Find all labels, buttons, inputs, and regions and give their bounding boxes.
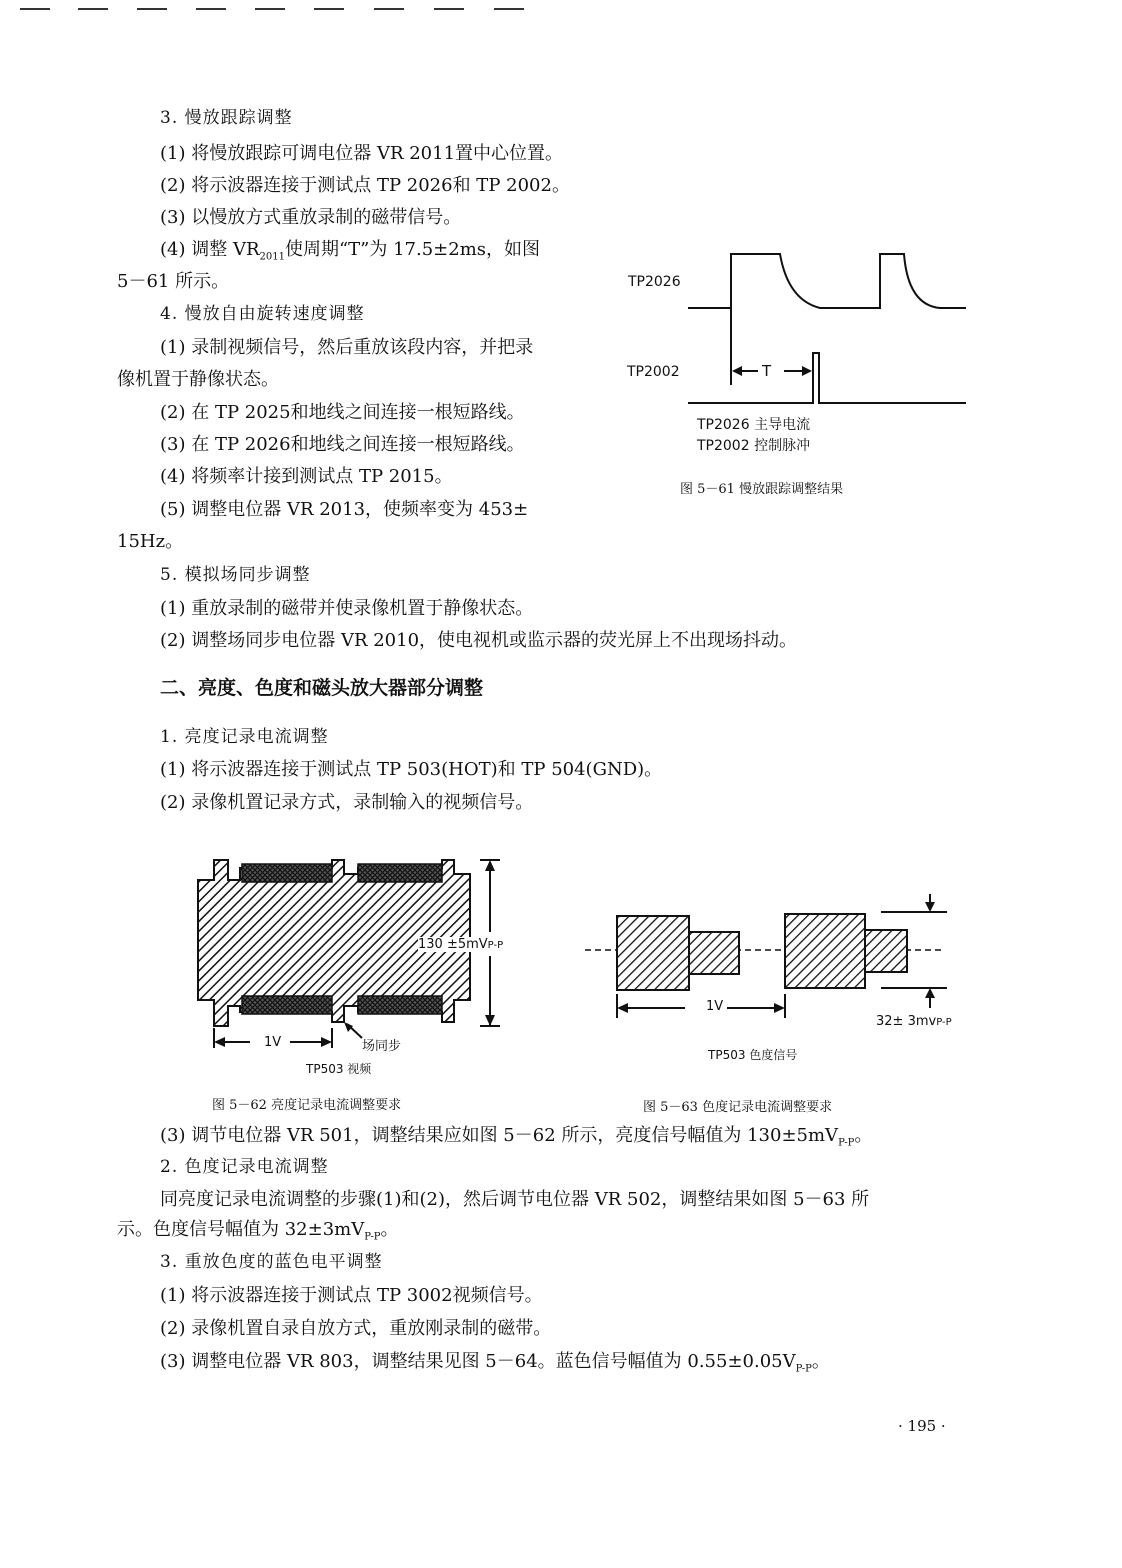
paragraph: (1) 将示波器连接于测试点 TP 3002视频信号。 — [160, 1285, 543, 1306]
heading-field-sync: 5. 模拟场同步调整 — [160, 565, 311, 585]
paragraph: 15Hz。 — [117, 531, 184, 552]
paragraph: (4) 调整 $VR_{2011}$使周期“T”为 17.5±2ms，如图 — [160, 239, 541, 263]
luma-amplitude-label: 130 ±5mVP-P — [418, 937, 504, 952]
paragraph: (3) 调节电位器 VR 501，调整结果应如图 5－62 所示，亮度信号幅值为 $130\pm 5mV_{P-P}$。 — [160, 1125, 873, 1149]
heading-blue-level: 3. 重放色度的蓝色电平调整 — [160, 1252, 383, 1272]
section-heading: 二、亮度、色度和磁头放大器部分调整 — [160, 677, 484, 699]
paragraph: 示。色度信号幅值为 $32\pm 3mV_{P-P}$。 — [117, 1219, 399, 1243]
paragraph: (1) 录制视频信号，然后重放该段内容，并把录 — [160, 337, 534, 358]
paragraph: (2) 将示波器连接于测试点 TP 2026和 TP 2002。 — [160, 175, 570, 196]
heading-slow-tracking: 3. 慢放跟踪调整 — [160, 108, 293, 128]
figure-5-62-luma-waveform — [190, 850, 520, 1070]
paragraph: (5) 调整电位器 VR 2013，使频率变为 453± — [160, 499, 529, 520]
tp503-video-label: TP503 视频 — [306, 1062, 372, 1076]
paragraph: (1) 将示波器连接于测试点 TP 503(HOT)和 TP 504(GND)。 — [160, 759, 663, 780]
figure-caption: 图 5－63 色度记录电流调整要求 — [643, 1100, 833, 1115]
paragraph: (2) 录像机置记录方式，录制输入的视频信号。 — [160, 792, 534, 813]
heading-chroma-record: 2. 色度记录电流调整 — [160, 1157, 329, 1177]
paragraph: (1) 重放录制的磁带并使录像机置于静像状态。 — [160, 598, 534, 619]
heading-luma-record: 1. 亮度记录电流调整 — [160, 727, 329, 747]
one-v-label: 1V — [264, 1035, 282, 1050]
scan-artifact-bar — [0, 0, 540, 14]
heading-slow-free-speed: 4. 慢放自由旋转速度调整 — [160, 304, 365, 324]
paragraph: 同亮度记录电流调整的步骤(1)和(2)，然后调节电位器 VR 502，调整结果如图 5－63 所 — [160, 1189, 870, 1210]
legend-tp2026: TP2026 主导电流 — [697, 417, 811, 433]
period-t-label: T — [762, 362, 772, 380]
paragraph: (3) 调整电位器 VR 803，调整结果见图 5－64。蓝色信号幅值为 $0.55\pm 0.05V_{P-P}$。 — [160, 1351, 830, 1375]
field-sync-label: 场同步 — [362, 1039, 402, 1054]
tp2002-label: TP2002 — [627, 364, 680, 380]
one-v-label: 1V — [706, 999, 724, 1014]
paragraph: (2) 调整场同步电位器 VR 2010，使电视机或监示器的荧光屏上不出现场抖动。 — [160, 630, 798, 651]
paragraph: (2) 在 TP 2025和地线之间连接一根短路线。 — [160, 402, 525, 423]
paragraph: (4) 将频率计接到测试点 TP 2015。 — [160, 466, 453, 487]
figure-5-61-waveform — [610, 245, 970, 415]
page-number: · 195 · — [898, 1417, 946, 1435]
tp503-chroma-label: TP503 色度信号 — [708, 1048, 798, 1062]
figure-caption: 图 5－61 慢放跟踪调整结果 — [680, 482, 844, 497]
figure-caption: 图 5－62 亮度记录电流调整要求 — [212, 1098, 402, 1113]
paragraph: (3) 在 TP 2026和地线之间连接一根短路线。 — [160, 434, 525, 455]
legend-tp2002: TP2002 控制脉冲 — [697, 438, 811, 454]
paragraph: 5－61 所示。 — [117, 271, 230, 292]
paragraph: (3) 以慢放方式重放录制的磁带信号。 — [160, 207, 462, 228]
paragraph: (1) 将慢放跟踪可调电位器 VR 2011置中心位置。 — [160, 143, 564, 164]
chroma-amplitude-label: 32± 3mvP-P — [876, 1014, 952, 1029]
tp2026-label: TP2026 — [628, 274, 681, 290]
paragraph: (2) 录像机置自录自放方式，重放刚录制的磁带。 — [160, 1318, 552, 1339]
paragraph: 像机置于静像状态。 — [117, 369, 279, 390]
